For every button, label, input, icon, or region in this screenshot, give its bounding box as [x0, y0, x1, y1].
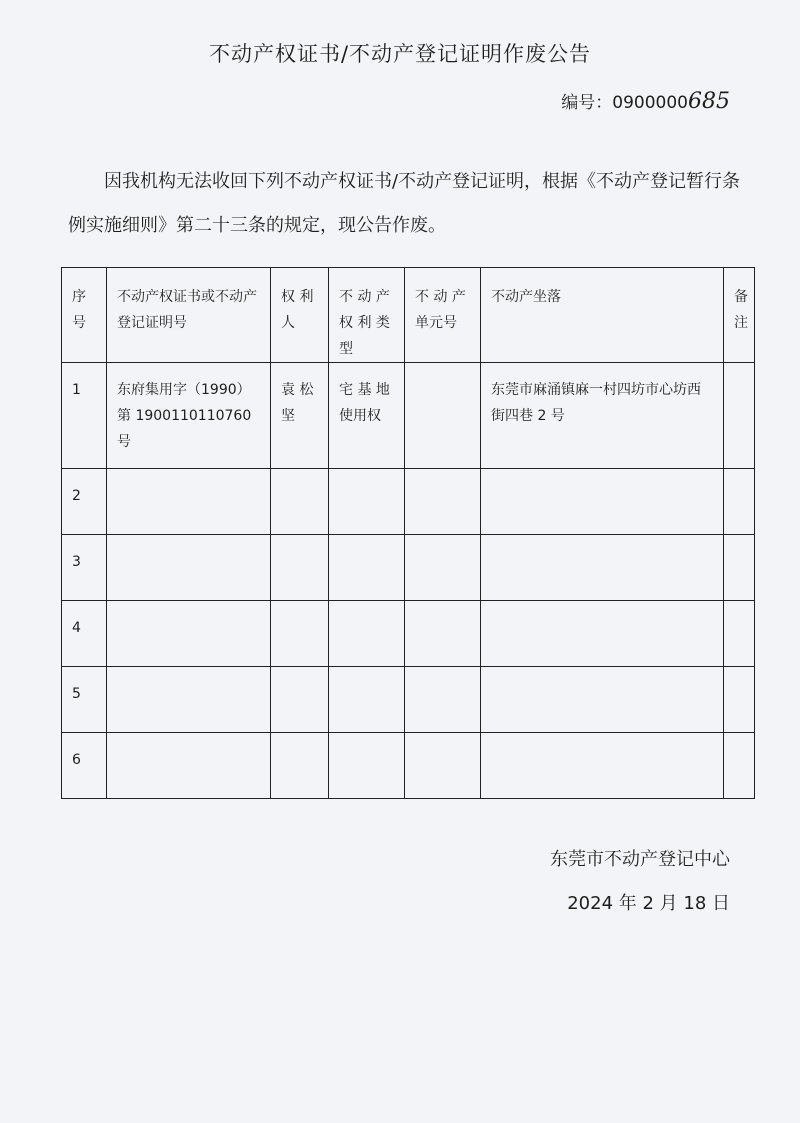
table-header-cell: 序号: [62, 268, 107, 363]
signature-block: [550, 838, 730, 926]
table-row: [62, 667, 755, 733]
issue-date: 2024 年 2 月 18 日: [567, 893, 730, 914]
table-row: [62, 733, 755, 799]
table-cell: [405, 733, 481, 799]
table-header-cell: 不 动 产 单元号: [405, 268, 481, 363]
table-cell: [481, 601, 724, 667]
row-number-cell: 5: [62, 667, 107, 733]
table-cell: [724, 363, 755, 469]
table-cell: [271, 733, 329, 799]
table-cell: [329, 535, 405, 601]
table-row: [62, 469, 755, 535]
table-cell: [724, 667, 755, 733]
notice-paragraph: 因我机构无法收回下列不动产权证书/不动产登记证明，根据《不动产登记暂行条例实施细则》第二十三条的规定，现公告作废。: [68, 171, 741, 236]
table-cell: 宅 基 地 使用权: [329, 363, 405, 469]
row-number-cell: 6: [62, 733, 107, 799]
table-cell: [107, 733, 271, 799]
row-number-cell: 4: [62, 601, 107, 667]
table-row: [62, 601, 755, 667]
table-header-cell: 权 利 人: [271, 268, 329, 363]
row-number-cell: 2: [62, 469, 107, 535]
table-row: [62, 535, 755, 601]
row-number-cell: 3: [62, 535, 107, 601]
table-cell: 东莞市麻涌镇麻一村四坊市心坊西街四巷 2 号: [481, 363, 724, 469]
row-number-cell: 1: [62, 363, 107, 469]
table-cell: [724, 535, 755, 601]
table-cell: [405, 469, 481, 535]
table-cell: [329, 469, 405, 535]
table-cell: [481, 667, 724, 733]
table-cell: [405, 363, 481, 469]
table-cell: [405, 601, 481, 667]
certificate-table: [61, 267, 755, 799]
serial-printed: 0900000: [612, 93, 688, 113]
table-header-cell: 不动产坐落: [481, 268, 724, 363]
table-cell: [329, 733, 405, 799]
table-header-row: [62, 268, 755, 363]
serial-handwritten: 685: [688, 89, 730, 114]
serial-label: 编号：: [561, 93, 613, 113]
table-header-cell: 备注: [724, 268, 755, 363]
table-cell: [107, 601, 271, 667]
table-cell: [481, 733, 724, 799]
serial-number: [561, 88, 730, 114]
table-cell: [329, 667, 405, 733]
table-cell: [481, 469, 724, 535]
table-cell: [724, 733, 755, 799]
table-cell: [107, 469, 271, 535]
table-header-cell: 不动产权证书或不动产登记证明号: [107, 268, 271, 363]
table-cell: [405, 535, 481, 601]
issuing-organization: 东莞市不动产登记中心: [550, 849, 730, 870]
table-cell: [481, 535, 724, 601]
table-cell: [271, 601, 329, 667]
table-header-cell: 不 动 产 权 利 类 型: [329, 268, 405, 363]
table-row: [62, 363, 755, 469]
table-cell: [271, 667, 329, 733]
table-cell: [107, 667, 271, 733]
table-cell: [724, 601, 755, 667]
table-cell: [271, 469, 329, 535]
table-cell: 袁 松 坚: [271, 363, 329, 469]
table-cell: [107, 535, 271, 601]
table-cell: [724, 469, 755, 535]
page-title: 不动产权证书/不动产登记证明作废公告: [208, 42, 592, 66]
table-cell: [329, 601, 405, 667]
table-cell: [271, 535, 329, 601]
table-cell: [405, 667, 481, 733]
table-cell: 东府集用字（1990）第 1900110110760 号: [107, 363, 271, 469]
